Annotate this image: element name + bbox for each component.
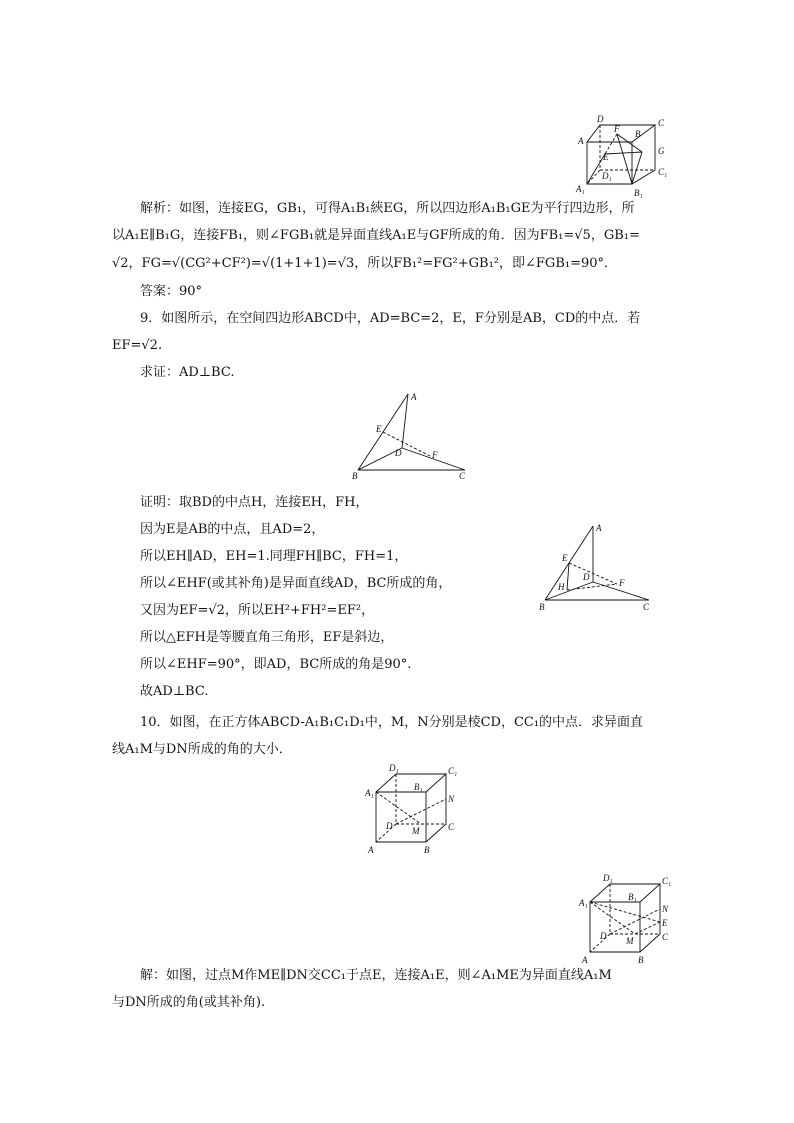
svg-text:C: C xyxy=(459,471,466,481)
svg-text:D₁: D₁ xyxy=(602,171,612,181)
svg-text:D: D xyxy=(386,821,393,831)
proof-line-6: 所以△EFH是等腰直角三角形，EF是斜边， xyxy=(140,630,394,645)
svg-text:E: E xyxy=(662,918,668,928)
svg-text:C₁: C₁ xyxy=(658,167,668,177)
svg-text:F: F xyxy=(619,578,625,588)
svg-text:B₁: B₁ xyxy=(634,188,643,198)
svg-text:D₁: D₁ xyxy=(389,763,399,773)
svg-text:F: F xyxy=(432,450,438,460)
section8-line2: 以A₁E∥B₁G，连接FB₁，则∠FGB₁就是异面直线A₁E与GF所成的角．因为FB₁=√5，GB₁= xyxy=(112,228,640,243)
svg-text:H: H xyxy=(558,582,565,592)
section8-line1: 解析：如图，连接EG，GB₁，可得A₁B₁綊EG，所以四边形A₁B₁GE为平行四边形，所 xyxy=(140,201,635,216)
svg-text:M: M xyxy=(626,936,634,946)
svg-text:B₁: B₁ xyxy=(414,782,423,792)
answer-8: 答案：90° xyxy=(140,284,203,299)
svg-text:C: C xyxy=(448,822,455,832)
q9-title-cont: EF=√2. xyxy=(112,338,163,353)
svg-text:B₁: B₁ xyxy=(628,892,637,902)
label-D: D xyxy=(597,114,604,124)
cube-figure-mne xyxy=(576,872,676,967)
svg-text:E: E xyxy=(562,553,568,563)
svg-text:D₁: D₁ xyxy=(603,873,613,883)
svg-text:D: D xyxy=(395,448,402,458)
svg-text:M: M xyxy=(412,826,420,836)
svg-text:N: N xyxy=(662,904,669,914)
cube-figure-mn xyxy=(362,762,462,857)
svg-text:C₁: C₁ xyxy=(448,766,458,776)
sol10-line1: 解：如图，过点M作ME∥DN交CC₁于点E，连接A₁E，则∠A₁ME为异面直线A₁M xyxy=(140,968,612,983)
svg-text:A: A xyxy=(411,392,417,402)
svg-text:C: C xyxy=(658,118,665,128)
svg-text:C: C xyxy=(643,602,650,612)
cube-figure-efg xyxy=(572,112,672,200)
q9-prove: 求证：AD⊥BC. xyxy=(140,365,235,380)
svg-text:B: B xyxy=(539,602,545,612)
svg-text:A: A xyxy=(368,845,374,855)
proof-line-5: 又因为EF=√2，所以EH²+FH²=EF²， xyxy=(140,603,375,618)
tetra-figure-h xyxy=(537,520,662,615)
svg-text:E: E xyxy=(603,152,609,162)
svg-text:A: A xyxy=(582,955,588,965)
svg-text:F: F xyxy=(614,124,620,134)
proof-line-4: 所以∠EHF(或其补角)是异面直线AD，BC所成的角， xyxy=(140,576,452,591)
svg-text:A: A xyxy=(578,136,584,146)
proof-line-3: 所以EH∥AD，EH=1.同理FH∥BC，FH=1， xyxy=(140,549,408,564)
svg-text:A₁: A₁ xyxy=(576,184,585,194)
svg-text:C₁: C₁ xyxy=(662,876,672,886)
svg-text:D: D xyxy=(600,931,607,941)
svg-text:C: C xyxy=(662,932,669,942)
svg-text:G: G xyxy=(658,146,665,156)
section8-line3: √2，FG=√(CG²+CF²)=√(1+1+1)=√3，所以FB₁²=FG²+GB₁²，即∠FGB₁=90°． xyxy=(112,256,618,271)
q10-title-cont: 线A₁M与DN所成的角的大小． xyxy=(112,742,292,757)
q9-title: 9．如图所示，在空间四边形ABCD中，AD=BC=2，E，F分别是AB，CD的中点．若 xyxy=(140,311,641,326)
svg-text:E: E xyxy=(376,424,382,434)
svg-text:B: B xyxy=(638,955,644,965)
proof-line-2: 因为E是AB的中点，且AD=2， xyxy=(140,522,325,537)
svg-text:D: D xyxy=(583,572,590,582)
svg-text:A₁: A₁ xyxy=(579,898,588,908)
svg-text:A₁: A₁ xyxy=(365,788,374,798)
svg-text:A: A xyxy=(596,523,602,533)
svg-text:B: B xyxy=(352,471,358,481)
proof-line-8: 故AD⊥BC. xyxy=(140,684,209,699)
proof-line-1: 证明：取BD的中点H，连接EH，FH， xyxy=(140,495,369,510)
q10-title: 10．如图，在正方体ABCD-A₁B₁C₁D₁中，M，N分别是棱CD，CC₁的中点．求异面直 xyxy=(140,715,644,730)
tetra-figure xyxy=(350,388,475,483)
proof-line-7: 所以∠EHF=90°，即AD，BC所成的角是90°. xyxy=(140,657,412,672)
svg-text:B: B xyxy=(424,845,430,855)
svg-text:N: N xyxy=(448,794,455,804)
sol10-line2: 与DN所成的角(或其补角). xyxy=(112,995,266,1010)
svg-text:B: B xyxy=(635,129,641,139)
